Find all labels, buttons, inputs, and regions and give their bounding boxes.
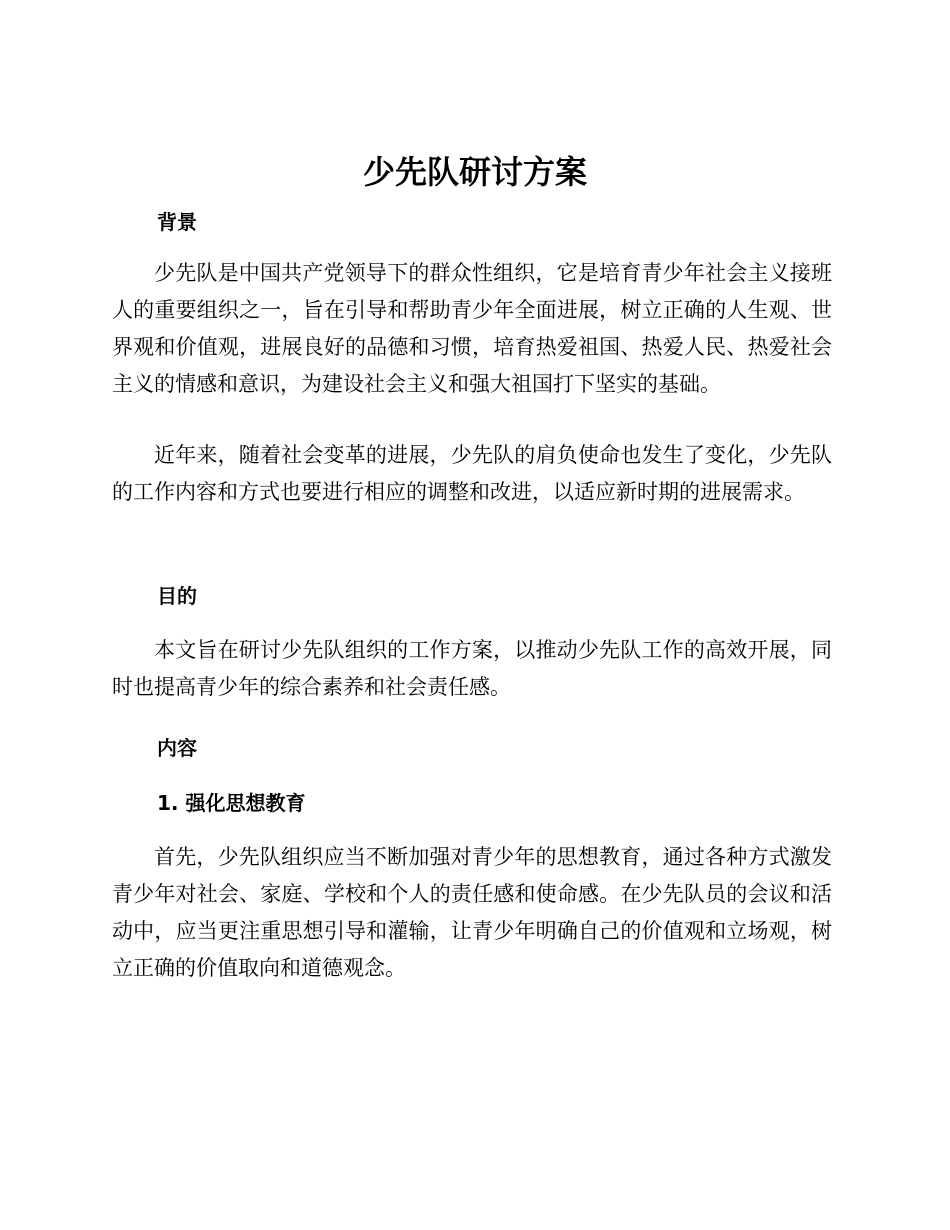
- content-item-paragraph-1: 首先，少先队组织应当不断加强对青少年的思想教育，通过各种方式激发青少年对社会、家庭、学校和个人的责任感和使命感。在少先队员的会议和活动中，应当更注重思想引导和灌输，让青少年明确自己的价值观和立场观，树立正确的价值取向和道德观念。: [112, 845, 832, 980]
- purpose-paragraph: 本文旨在研讨少先队组织的工作方案，以推动少先队工作的高效开展，同时也提高青少年的综合素养和社会责任感。: [112, 638, 832, 699]
- section-heading-content: 内容: [157, 736, 197, 760]
- section-heading-background: 背景: [157, 210, 197, 234]
- content-item-heading-1: 1. 强化思想教育: [157, 791, 306, 815]
- section-heading-purpose: 目的: [157, 584, 197, 608]
- background-paragraph-2: 近年来，随着社会变革的进展，少先队的肩负使命也发生了变化，少先队的工作内容和方式也要进行相应的调整和改进，以适应新时期的进展需求。: [112, 443, 832, 504]
- document-title: 少先队研讨方案: [362, 153, 587, 191]
- background-paragraph-1: 少先队是中国共产党领导下的群众性组织，它是培育青少年社会主义接班人的重要组织之一，旨在引导和帮助青少年全面进展，树立正确的人生观、世界观和价值观，进展良好的品德和习惯，培育热爱祖国、热爱人民、热爱社会主义的情感和意识，为建设社会主义和强大祖国打下坚实的基础。: [112, 261, 832, 396]
